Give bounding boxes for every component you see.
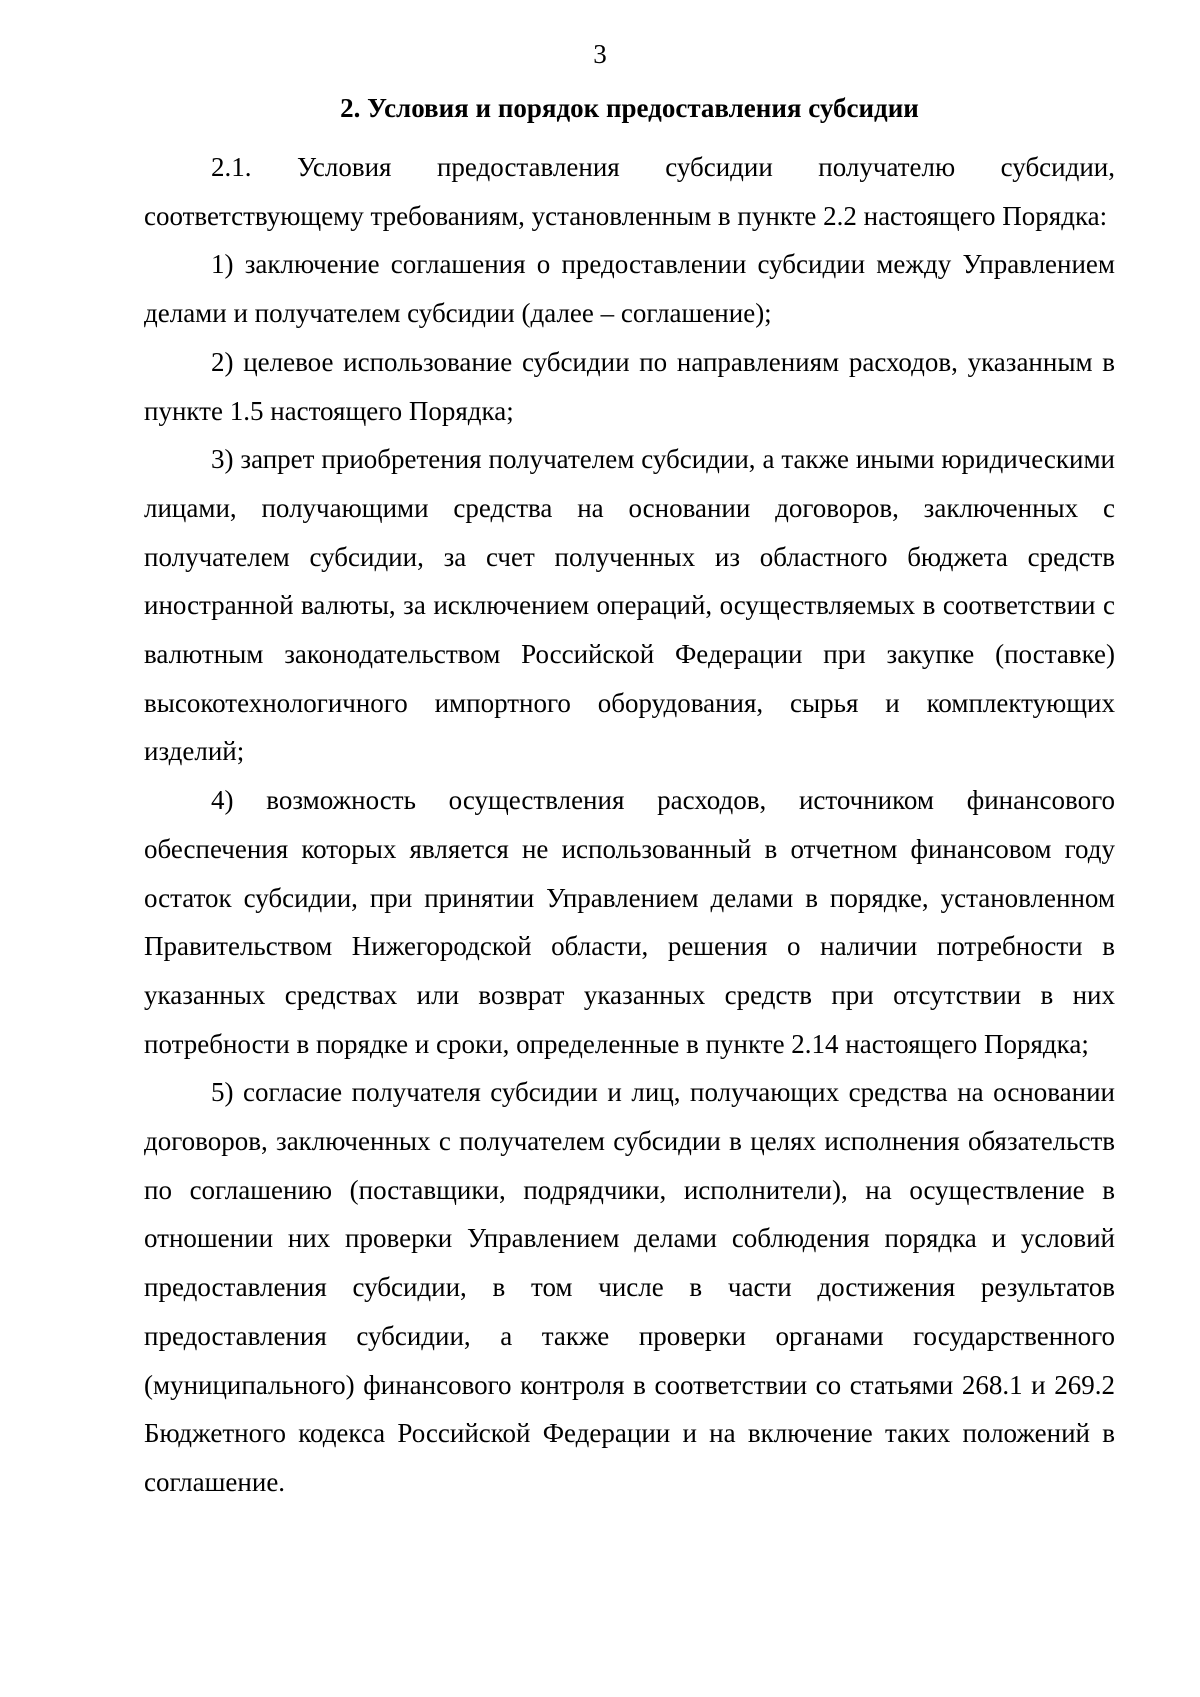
page-number: 3 — [593, 39, 607, 69]
paragraph-item-2: 2) целевое использование субсидии по направлениям расходов, указанным в пункте 1.5 настоящего Порядка; — [144, 346, 1115, 426]
paragraph-item-4: 4) возможность осуществления расходов, источником финансового обеспечения которых является не использованный в отчетном финансовом году остаток субсидии, при принятии Управлением делами в порядке, установленном Правительством Нижегородской области, решения о наличии потребности в указанных средствах или возврат указанных средств при отсутствии в них потребности в порядке и сроки, определенные в пункте 2.14 настоящего Порядка; — [144, 785, 1115, 1059]
section-title: 2. Условия и порядок предоставления субсидии — [340, 93, 919, 123]
paragraph-2-1: 2.1. Условия предоставления субсидии получателю субсидии, соответствующему требованиям, установленным в пункте 2.2 настоящего Порядка: — [144, 152, 1115, 231]
paragraph-item-3: 3) запрет приобретения получателем субсидии, а также иными юридическими лицами, получающими средства на основании договоров, заключенных с получателем субсидии, за счет полученных из областного бюджета средств иностранной валюты, за исключением операций, осуществляемых в соответствии с валютным законодательством Российской Федерации при закупке (поставке) высокотехнологичного импортного оборудования, сырья и комплектующих изделий; — [144, 444, 1115, 767]
paragraph-item-5: 5) согласие получателя субсидии и лиц, получающих средства на основании договоров, заключенных с получателем субсидии в целях исполнения обязательств по соглашению (поставщики, подрядчики, исполнители), на осуществление в отношении них проверки Управлением делами соблюдения порядка и условий предоставления субсидии, в том числе в части достижения результатов предоставления субсидии, а также проверки органами государственного (муниципального) финансового контроля в соответствии со статьями 268.1 и 269.2 Бюджетного кодекса Российской Федерации и на включение таких положений в соглашение. — [144, 1077, 1115, 1497]
document-body — [144, 85, 1115, 1507]
paragraph-item-1: 1) заключение соглашения о предоставлении субсидии между Управлением делами и получателем субсидии (далее – соглашение); — [144, 249, 1115, 329]
